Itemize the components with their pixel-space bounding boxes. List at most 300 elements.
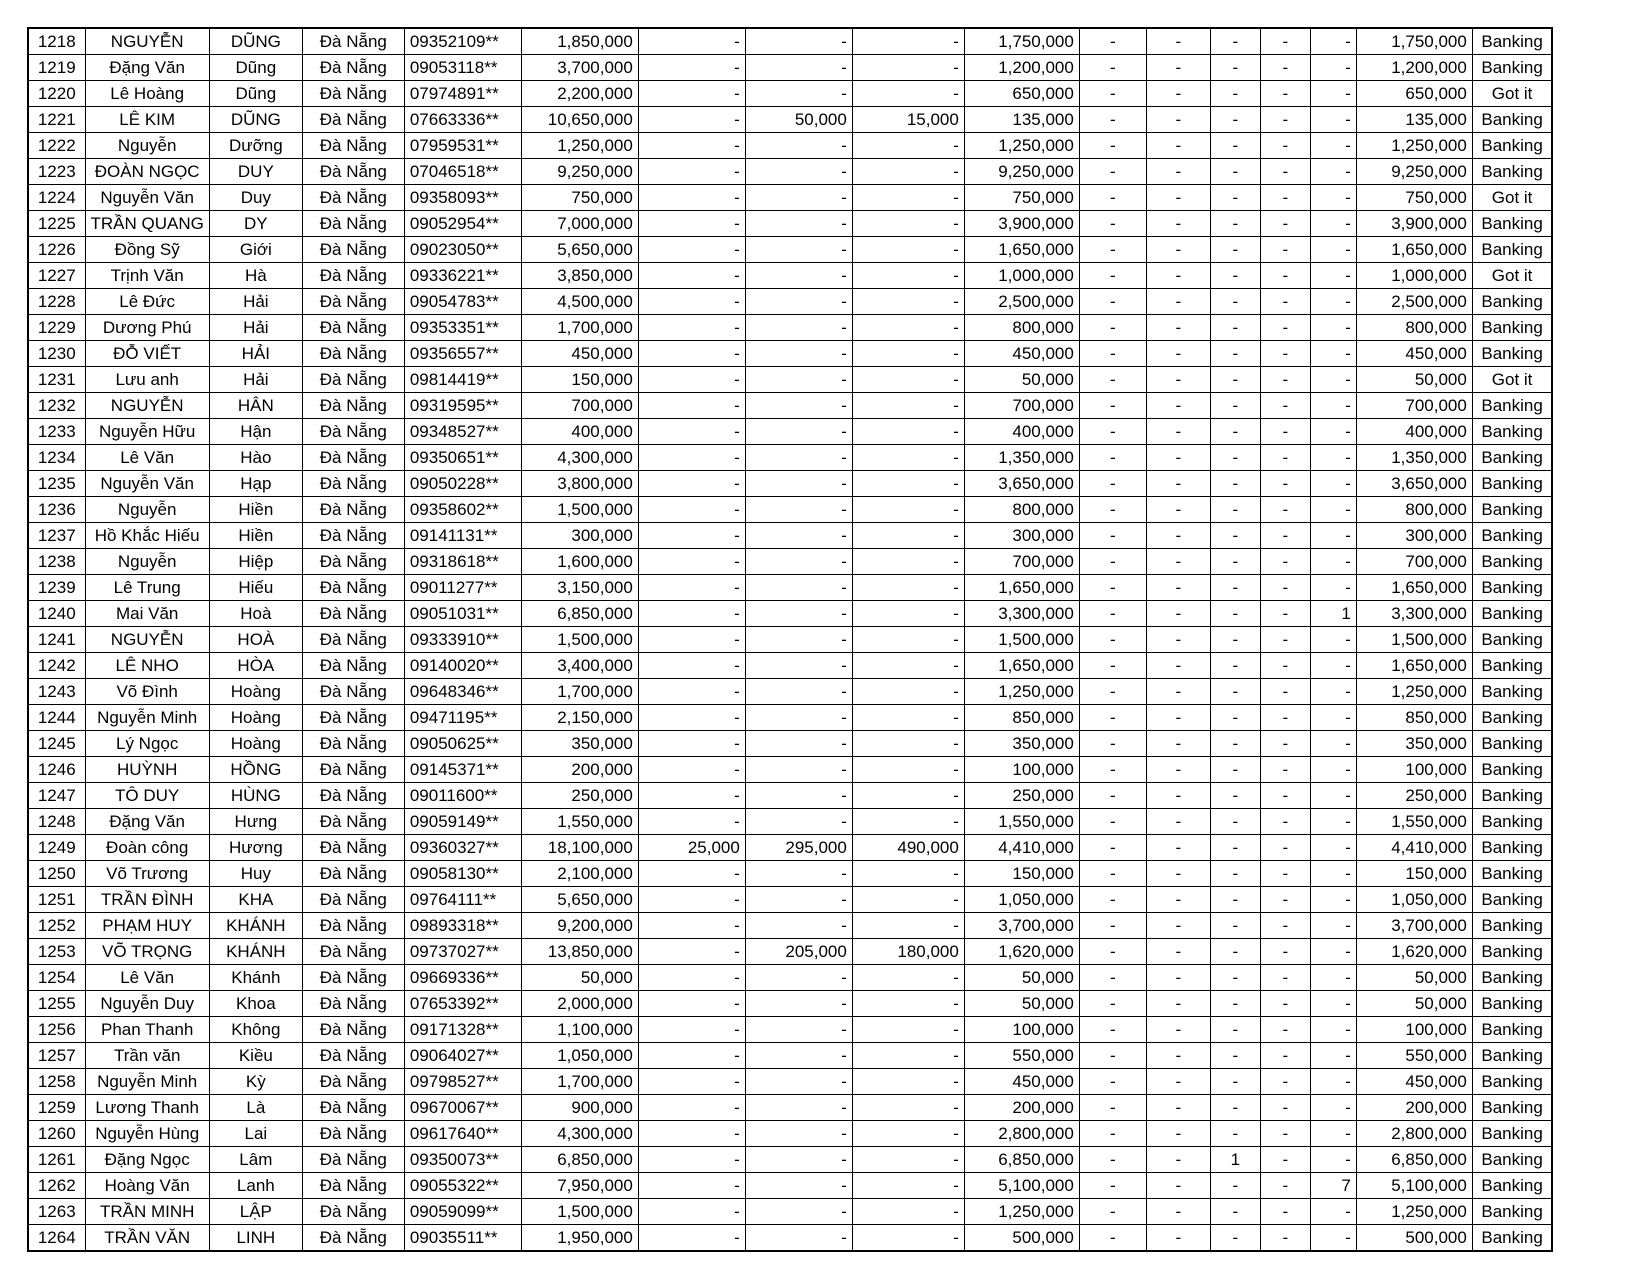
row-number-cell: 1230 [28, 341, 85, 367]
flag-5-cell: - [1310, 991, 1356, 1017]
amount-transferred-cell: 2,800,000 [1356, 1121, 1472, 1147]
amount-paid-cell: 1,500,000 [964, 627, 1079, 653]
given-name-cell: Huy [209, 861, 302, 887]
flag-5-cell: - [1310, 471, 1356, 497]
deduction-c-cell: - [852, 211, 964, 237]
amount-transferred-cell: 350,000 [1356, 731, 1472, 757]
flag-1-cell: - [1079, 393, 1146, 419]
flag-4-cell: - [1260, 367, 1310, 393]
surname-cell: Nguyễn Hùng [85, 1121, 209, 1147]
deduction-c-cell: - [852, 289, 964, 315]
amount-total-cell: 1,500,000 [521, 627, 638, 653]
table-row [28, 1199, 1552, 1225]
deduction-c-cell: - [852, 757, 964, 783]
deduction-a-cell: - [638, 497, 745, 523]
flag-1-cell: - [1079, 315, 1146, 341]
surname-cell: Nguyễn [85, 497, 209, 523]
surname-cell: Lê Văn [85, 965, 209, 991]
surname-cell: LÊ KIM [85, 107, 209, 133]
table-row [28, 497, 1552, 523]
given-name-cell: Hải [209, 315, 302, 341]
given-name-cell: Lâm [209, 1147, 302, 1173]
phone-cell: 07959531** [404, 133, 521, 159]
amount-total-cell: 50,000 [521, 965, 638, 991]
deduction-c-cell: - [852, 81, 964, 107]
surname-cell: Nguyễn Minh [85, 1069, 209, 1095]
flag-5-cell: - [1310, 289, 1356, 315]
deduction-c-cell: - [852, 783, 964, 809]
flag-1-cell: - [1079, 211, 1146, 237]
row-number-cell: 1242 [28, 653, 85, 679]
deduction-a-cell: - [638, 471, 745, 497]
amount-total-cell: 10,650,000 [521, 107, 638, 133]
amount-transferred-cell: 100,000 [1356, 757, 1472, 783]
given-name-cell: Hải [209, 367, 302, 393]
phone-cell: 09053118** [404, 55, 521, 81]
flag-2-cell: - [1146, 263, 1210, 289]
flag-3-cell: - [1210, 1017, 1260, 1043]
flag-5-cell: - [1310, 835, 1356, 861]
amount-transferred-cell: 3,900,000 [1356, 211, 1472, 237]
city-cell: Đà Nẵng [302, 835, 404, 861]
row-number-cell: 1228 [28, 289, 85, 315]
table-row [28, 81, 1552, 107]
deduction-a-cell: - [638, 419, 745, 445]
row-number-cell: 1240 [28, 601, 85, 627]
deduction-b-cell: - [745, 991, 852, 1017]
flag-4-cell: - [1260, 627, 1310, 653]
row-number-cell: 1255 [28, 991, 85, 1017]
deduction-b-cell: - [745, 757, 852, 783]
amount-total-cell: 3,800,000 [521, 471, 638, 497]
amount-total-cell: 4,500,000 [521, 289, 638, 315]
flag-3-cell: - [1210, 237, 1260, 263]
phone-cell: 07974891** [404, 81, 521, 107]
deduction-c-cell: - [852, 393, 964, 419]
amount-paid-cell: 450,000 [964, 1069, 1079, 1095]
flag-4-cell: - [1260, 757, 1310, 783]
payment-method-cell: Banking [1472, 679, 1552, 705]
amount-total-cell: 6,850,000 [521, 1147, 638, 1173]
payment-method-cell: Banking [1472, 28, 1552, 55]
deduction-c-cell: - [852, 991, 964, 1017]
payment-method-cell: Banking [1472, 809, 1552, 835]
amount-total-cell: 250,000 [521, 783, 638, 809]
city-cell: Đà Nẵng [302, 679, 404, 705]
phone-cell: 09356557** [404, 341, 521, 367]
amount-transferred-cell: 6,850,000 [1356, 1147, 1472, 1173]
flag-2-cell: - [1146, 107, 1210, 133]
deduction-c-cell: - [852, 965, 964, 991]
surname-cell: HUỲNH [85, 757, 209, 783]
amount-transferred-cell: 2,500,000 [1356, 289, 1472, 315]
flag-4-cell: - [1260, 185, 1310, 211]
flag-4-cell: - [1260, 705, 1310, 731]
amount-total-cell: 900,000 [521, 1095, 638, 1121]
amount-total-cell: 9,250,000 [521, 159, 638, 185]
row-number-cell: 1247 [28, 783, 85, 809]
flag-5-cell: - [1310, 783, 1356, 809]
flag-5-cell: - [1310, 809, 1356, 835]
row-number-cell: 1263 [28, 1199, 85, 1225]
table-row [28, 315, 1552, 341]
flag-1-cell: - [1079, 1199, 1146, 1225]
row-number-cell: 1239 [28, 575, 85, 601]
given-name-cell: Hoàng [209, 679, 302, 705]
deduction-b-cell: - [745, 783, 852, 809]
flag-2-cell: - [1146, 731, 1210, 757]
deduction-b-cell: - [745, 1121, 852, 1147]
given-name-cell: Kiều [209, 1043, 302, 1069]
deduction-a-cell: - [638, 1147, 745, 1173]
row-number-cell: 1253 [28, 939, 85, 965]
flag-3-cell: - [1210, 523, 1260, 549]
flag-3-cell: - [1210, 1069, 1260, 1095]
flag-2-cell: - [1146, 159, 1210, 185]
surname-cell: Nguyễn Văn [85, 471, 209, 497]
payment-method-cell: Banking [1472, 289, 1552, 315]
amount-transferred-cell: 3,700,000 [1356, 913, 1472, 939]
row-number-cell: 1262 [28, 1173, 85, 1199]
row-number-cell: 1261 [28, 1147, 85, 1173]
flag-4-cell: - [1260, 315, 1310, 341]
row-number-cell: 1227 [28, 263, 85, 289]
flag-4-cell: - [1260, 861, 1310, 887]
amount-transferred-cell: 1,650,000 [1356, 653, 1472, 679]
row-number-cell: 1232 [28, 393, 85, 419]
flag-2-cell: - [1146, 28, 1210, 55]
phone-cell: 09058130** [404, 861, 521, 887]
given-name-cell: HẢI [209, 341, 302, 367]
amount-paid-cell: 1,250,000 [964, 1199, 1079, 1225]
deduction-b-cell: - [745, 393, 852, 419]
surname-cell: Trịnh Văn [85, 263, 209, 289]
flag-5-cell: - [1310, 185, 1356, 211]
surname-cell: Đặng Ngọc [85, 1147, 209, 1173]
payment-method-cell: Banking [1472, 471, 1552, 497]
amount-total-cell: 1,700,000 [521, 315, 638, 341]
city-cell: Đà Nẵng [302, 809, 404, 835]
given-name-cell: Dưỡng [209, 133, 302, 159]
flag-4-cell: - [1260, 393, 1310, 419]
city-cell: Đà Nẵng [302, 991, 404, 1017]
city-cell: Đà Nẵng [302, 601, 404, 627]
flag-3-cell: - [1210, 133, 1260, 159]
given-name-cell: Hoàng [209, 705, 302, 731]
phone-cell: 09893318** [404, 913, 521, 939]
payment-table [27, 27, 1553, 1252]
flag-3-cell: - [1210, 393, 1260, 419]
row-number-cell: 1223 [28, 159, 85, 185]
amount-total-cell: 13,850,000 [521, 939, 638, 965]
deduction-a-cell: 25,000 [638, 835, 745, 861]
amount-paid-cell: 2,800,000 [964, 1121, 1079, 1147]
city-cell: Đà Nẵng [302, 757, 404, 783]
amount-transferred-cell: 1,750,000 [1356, 28, 1472, 55]
surname-cell: TRẦN MINH [85, 1199, 209, 1225]
amount-paid-cell: 100,000 [964, 757, 1079, 783]
flag-3-cell: - [1210, 1043, 1260, 1069]
deduction-c-cell: - [852, 1069, 964, 1095]
amount-total-cell: 1,550,000 [521, 809, 638, 835]
table-row [28, 835, 1552, 861]
flag-4-cell: - [1260, 211, 1310, 237]
flag-2-cell: - [1146, 1121, 1210, 1147]
amount-paid-cell: 700,000 [964, 393, 1079, 419]
flag-1-cell: - [1079, 705, 1146, 731]
phone-cell: 09141131** [404, 523, 521, 549]
surname-cell: Nguyễn Hữu [85, 419, 209, 445]
city-cell: Đà Nẵng [302, 887, 404, 913]
amount-transferred-cell: 750,000 [1356, 185, 1472, 211]
flag-3-cell: - [1210, 783, 1260, 809]
flag-4-cell: - [1260, 81, 1310, 107]
amount-paid-cell: 50,000 [964, 991, 1079, 1017]
deduction-a-cell: - [638, 913, 745, 939]
deduction-a-cell: - [638, 1225, 745, 1252]
amount-paid-cell: 800,000 [964, 497, 1079, 523]
surname-cell: Phan Thanh [85, 1017, 209, 1043]
amount-total-cell: 1,250,000 [521, 133, 638, 159]
deduction-a-cell: - [638, 783, 745, 809]
surname-cell: Lý Ngọc [85, 731, 209, 757]
flag-4-cell: - [1260, 1199, 1310, 1225]
amount-total-cell: 750,000 [521, 185, 638, 211]
given-name-cell: HỒNG [209, 757, 302, 783]
amount-transferred-cell: 650,000 [1356, 81, 1472, 107]
flag-5-cell: - [1310, 55, 1356, 81]
table-row [28, 211, 1552, 237]
flag-4-cell: - [1260, 55, 1310, 81]
deduction-c-cell: - [852, 627, 964, 653]
deduction-b-cell: - [745, 1199, 852, 1225]
table-row [28, 367, 1552, 393]
given-name-cell: Duy [209, 185, 302, 211]
payment-method-cell: Banking [1472, 159, 1552, 185]
amount-paid-cell: 550,000 [964, 1043, 1079, 1069]
flag-3-cell: - [1210, 679, 1260, 705]
flag-2-cell: - [1146, 1147, 1210, 1173]
deduction-b-cell: - [745, 653, 852, 679]
flag-4-cell: - [1260, 289, 1310, 315]
payment-method-cell: Banking [1472, 653, 1552, 679]
surname-cell: VÕ TRỌNG [85, 939, 209, 965]
given-name-cell: LINH [209, 1225, 302, 1252]
flag-1-cell: - [1079, 835, 1146, 861]
deduction-a-cell: - [638, 939, 745, 965]
surname-cell: TRẦN VĂN [85, 1225, 209, 1252]
amount-transferred-cell: 450,000 [1356, 1069, 1472, 1095]
amount-transferred-cell: 9,250,000 [1356, 159, 1472, 185]
flag-2-cell: - [1146, 627, 1210, 653]
flag-2-cell: - [1146, 575, 1210, 601]
phone-cell: 09318618** [404, 549, 521, 575]
payment-method-cell: Banking [1472, 1017, 1552, 1043]
flag-4-cell: - [1260, 835, 1310, 861]
deduction-a-cell: - [638, 185, 745, 211]
deduction-c-cell: - [852, 133, 964, 159]
deduction-a-cell: - [638, 965, 745, 991]
city-cell: Đà Nẵng [302, 939, 404, 965]
city-cell: Đà Nẵng [302, 81, 404, 107]
deduction-b-cell: - [745, 81, 852, 107]
city-cell: Đà Nẵng [302, 263, 404, 289]
flag-5-cell: - [1310, 523, 1356, 549]
row-number-cell: 1237 [28, 523, 85, 549]
given-name-cell: Hận [209, 419, 302, 445]
city-cell: Đà Nẵng [302, 523, 404, 549]
deduction-c-cell: - [852, 471, 964, 497]
amount-transferred-cell: 200,000 [1356, 1095, 1472, 1121]
deduction-a-cell: - [638, 991, 745, 1017]
flag-2-cell: - [1146, 185, 1210, 211]
given-name-cell: Hiệp [209, 549, 302, 575]
phone-cell: 09011277** [404, 575, 521, 601]
phone-cell: 09011600** [404, 783, 521, 809]
amount-transferred-cell: 1,550,000 [1356, 809, 1472, 835]
deduction-b-cell: - [745, 159, 852, 185]
flag-2-cell: - [1146, 315, 1210, 341]
flag-3-cell: - [1210, 159, 1260, 185]
deduction-b-cell: - [745, 679, 852, 705]
flag-3-cell: - [1210, 575, 1260, 601]
flag-1-cell: - [1079, 887, 1146, 913]
flag-4-cell: - [1260, 237, 1310, 263]
surname-cell: Mai Văn [85, 601, 209, 627]
amount-transferred-cell: 1,050,000 [1356, 887, 1472, 913]
surname-cell: LÊ NHO [85, 653, 209, 679]
flag-5-cell: - [1310, 1199, 1356, 1225]
amount-paid-cell: 50,000 [964, 367, 1079, 393]
table-row [28, 393, 1552, 419]
flag-3-cell: - [1210, 315, 1260, 341]
deduction-b-cell: - [745, 1147, 852, 1173]
city-cell: Đà Nẵng [302, 211, 404, 237]
phone-cell: 07663336** [404, 107, 521, 133]
amount-total-cell: 18,100,000 [521, 835, 638, 861]
city-cell: Đà Nẵng [302, 913, 404, 939]
flag-4-cell: - [1260, 1121, 1310, 1147]
flag-3-cell: - [1210, 705, 1260, 731]
flag-5-cell: - [1310, 679, 1356, 705]
phone-cell: 09051031** [404, 601, 521, 627]
phone-cell: 09353351** [404, 315, 521, 341]
given-name-cell: Lanh [209, 1173, 302, 1199]
surname-cell: Nguyễn [85, 133, 209, 159]
amount-paid-cell: 1,650,000 [964, 575, 1079, 601]
given-name-cell: Hương [209, 835, 302, 861]
amount-paid-cell: 150,000 [964, 861, 1079, 887]
city-cell: Đà Nẵng [302, 315, 404, 341]
row-number-cell: 1252 [28, 913, 85, 939]
row-number-cell: 1264 [28, 1225, 85, 1252]
deduction-a-cell: - [638, 237, 745, 263]
table-row [28, 419, 1552, 445]
surname-cell: Lê Hoàng [85, 81, 209, 107]
flag-5-cell: - [1310, 393, 1356, 419]
deduction-a-cell: - [638, 1095, 745, 1121]
amount-paid-cell: 650,000 [964, 81, 1079, 107]
amount-paid-cell: 200,000 [964, 1095, 1079, 1121]
payment-method-cell: Banking [1472, 965, 1552, 991]
flag-2-cell: - [1146, 757, 1210, 783]
table-row [28, 705, 1552, 731]
city-cell: Đà Nẵng [302, 731, 404, 757]
row-number-cell: 1241 [28, 627, 85, 653]
amount-total-cell: 5,650,000 [521, 237, 638, 263]
amount-paid-cell: 100,000 [964, 1017, 1079, 1043]
flag-2-cell: - [1146, 835, 1210, 861]
given-name-cell: Hải [209, 289, 302, 315]
deduction-b-cell: - [745, 627, 852, 653]
deduction-a-cell: - [638, 549, 745, 575]
payment-method-cell: Banking [1472, 1225, 1552, 1252]
row-number-cell: 1235 [28, 471, 85, 497]
amount-total-cell: 350,000 [521, 731, 638, 757]
amount-transferred-cell: 700,000 [1356, 549, 1472, 575]
surname-cell: ĐỖ VIẾT [85, 341, 209, 367]
flag-3-cell: - [1210, 1173, 1260, 1199]
flag-4-cell: - [1260, 1225, 1310, 1252]
amount-transferred-cell: 1,250,000 [1356, 1199, 1472, 1225]
phone-cell: 09350651** [404, 445, 521, 471]
row-number-cell: 1222 [28, 133, 85, 159]
deduction-b-cell: - [745, 1225, 852, 1252]
flag-2-cell: - [1146, 497, 1210, 523]
deduction-b-cell: - [745, 731, 852, 757]
amount-transferred-cell: 700,000 [1356, 393, 1472, 419]
flag-1-cell: - [1079, 159, 1146, 185]
flag-3-cell: - [1210, 185, 1260, 211]
city-cell: Đà Nẵng [302, 549, 404, 575]
deduction-b-cell: - [745, 445, 852, 471]
flag-5-cell: - [1310, 861, 1356, 887]
phone-cell: 09669336** [404, 965, 521, 991]
payment-method-cell: Banking [1472, 1069, 1552, 1095]
amount-paid-cell: 3,650,000 [964, 471, 1079, 497]
amount-total-cell: 7,000,000 [521, 211, 638, 237]
deduction-c-cell: - [852, 185, 964, 211]
deduction-c-cell: - [852, 237, 964, 263]
amount-transferred-cell: 4,410,000 [1356, 835, 1472, 861]
deduction-c-cell: - [852, 1121, 964, 1147]
deduction-b-cell: - [745, 263, 852, 289]
city-cell: Đà Nẵng [302, 497, 404, 523]
table-row [28, 601, 1552, 627]
city-cell: Đà Nẵng [302, 393, 404, 419]
deduction-c-cell: 180,000 [852, 939, 964, 965]
flag-2-cell: - [1146, 289, 1210, 315]
deduction-c-cell: - [852, 55, 964, 81]
given-name-cell: HÙNG [209, 783, 302, 809]
deduction-b-cell: - [745, 315, 852, 341]
amount-paid-cell: 450,000 [964, 341, 1079, 367]
amount-transferred-cell: 550,000 [1356, 1043, 1472, 1069]
deduction-a-cell: - [638, 679, 745, 705]
flag-5-cell: - [1310, 81, 1356, 107]
deduction-b-cell: 205,000 [745, 939, 852, 965]
payment-method-cell: Banking [1472, 1173, 1552, 1199]
flag-1-cell: - [1079, 679, 1146, 705]
phone-cell: 09471195** [404, 705, 521, 731]
flag-2-cell: - [1146, 133, 1210, 159]
deduction-b-cell: - [745, 237, 852, 263]
table-row [28, 783, 1552, 809]
deduction-a-cell: - [638, 1017, 745, 1043]
city-cell: Đà Nẵng [302, 1121, 404, 1147]
flag-3-cell: - [1210, 653, 1260, 679]
flag-1-cell: - [1079, 1043, 1146, 1069]
